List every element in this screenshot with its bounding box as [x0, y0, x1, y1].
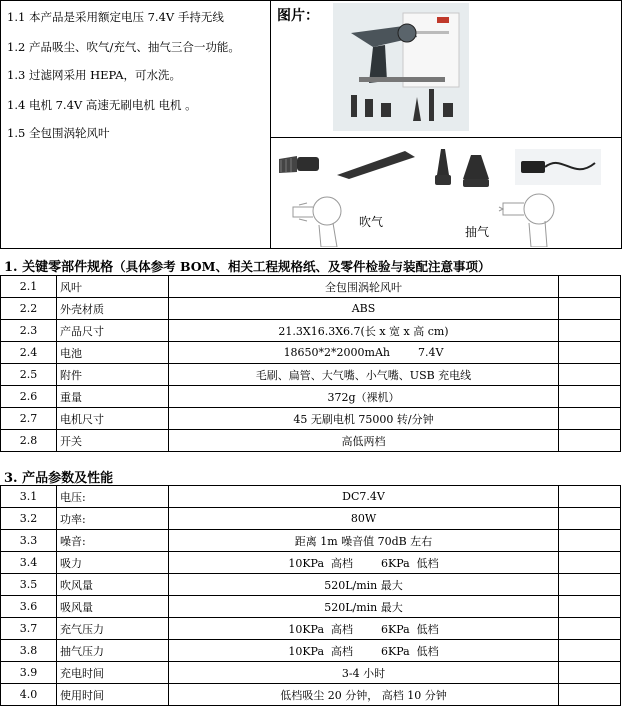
row-note — [559, 320, 621, 342]
table-row — [1, 552, 621, 574]
row-value: ABS — [169, 298, 559, 320]
table-row — [1, 618, 621, 640]
row-note — [559, 486, 621, 508]
row-name: 充气压力 — [57, 618, 169, 640]
row-number: 3.8 — [1, 640, 57, 662]
row-value: 520L/min 最大 — [169, 596, 559, 618]
feature-line: 1.2 产品吸尘、吹气/充气、抽气三合一功能。 — [7, 40, 240, 54]
table-row — [1, 508, 621, 530]
row-note — [559, 662, 621, 684]
row-number: 3.2 — [1, 508, 57, 530]
row-note — [559, 640, 621, 662]
row-number: 3.4 — [1, 552, 57, 574]
row-number: 2.2 — [1, 298, 57, 320]
row-name: 吹风量 — [57, 574, 169, 596]
picture-divider — [271, 137, 621, 138]
row-name: 产品尺寸 — [57, 320, 169, 342]
row-note — [559, 596, 621, 618]
table-row — [1, 364, 621, 386]
row-number: 3.5 — [1, 574, 57, 596]
row-name: 吸力 — [57, 552, 169, 574]
row-number: 2.7 — [1, 408, 57, 430]
picture-label: 图片： — [277, 8, 319, 24]
parameters-table — [0, 485, 621, 706]
blow-caption: 吹气 — [359, 215, 384, 229]
table-row — [1, 596, 621, 618]
row-number: 2.4 — [1, 342, 57, 364]
flat-nozzle-icon — [335, 147, 417, 181]
row-name: 附件 — [57, 364, 169, 386]
feature-line: 1.5 全包围涡轮风叶 — [7, 126, 110, 140]
blow-diagram-icon — [291, 195, 361, 247]
row-value: 21.3X16.3X6.7(长 x 宽 x 高 cm) — [169, 320, 559, 342]
table-row — [1, 530, 621, 552]
row-value: 18650*2*2000mAh 7.4V — [169, 342, 559, 364]
row-value: 372g（裸机） — [169, 386, 559, 408]
row-name: 使用时间 — [57, 684, 169, 706]
row-note — [559, 574, 621, 596]
table-row — [1, 486, 621, 508]
row-note — [559, 508, 621, 530]
row-note — [559, 342, 621, 364]
table-row — [1, 408, 621, 430]
row-value: 距离 1m 噪音值 70dB 左右 — [169, 530, 559, 552]
row-value: 10KPa 高档 6KPa 低档 — [169, 618, 559, 640]
row-name: 抽气压力 — [57, 640, 169, 662]
row-number: 3.9 — [1, 662, 57, 684]
table-row — [1, 298, 621, 320]
table-row — [1, 640, 621, 662]
air-nozzle-icon — [431, 145, 493, 191]
row-note — [559, 530, 621, 552]
row-value: 毛刷、扁管、大气嘴、小气嘴、USB 充电线 — [169, 364, 559, 386]
feature-line: 1.3 过滤网采用 HEPA，可水洗。 — [7, 68, 182, 82]
section1-title — [4, 256, 491, 275]
suck-caption: 抽气 — [465, 225, 490, 239]
usb-cable-icon — [515, 149, 601, 185]
feature-line: 1.1 本产品是采用额定电压 7.4V 手持无线 — [7, 10, 224, 24]
row-value: 520L/min 最大 — [169, 574, 559, 596]
row-name: 风叶 — [57, 276, 169, 298]
row-number: 3.7 — [1, 618, 57, 640]
row-name: 重量 — [57, 386, 169, 408]
row-number: 3.1 — [1, 486, 57, 508]
row-note — [559, 430, 621, 452]
row-value: 10KPa 高档 6KPa 低档 — [169, 640, 559, 662]
row-name: 电池 — [57, 342, 169, 364]
section1-subtitle: （具体参考 BOM、相关工程规格纸、及零件检验与装配注意事项） — [113, 259, 491, 274]
row-value: DC7.4V — [169, 486, 559, 508]
table-row — [1, 320, 621, 342]
picture-box — [270, 0, 622, 249]
row-name: 电机尺寸 — [57, 408, 169, 430]
row-number: 2.6 — [1, 386, 57, 408]
table-row — [1, 386, 621, 408]
row-number: 2.5 — [1, 364, 57, 386]
row-number: 3.3 — [1, 530, 57, 552]
section1-title-main: 1. 关键零部件规格 — [4, 260, 114, 275]
row-value: 低档吸尘 20 分钟， 高档 10 分钟 — [169, 684, 559, 706]
row-number: 3.6 — [1, 596, 57, 618]
row-value: 45 无刷电机 75000 转/分钟 — [169, 408, 559, 430]
row-name: 功率: — [57, 508, 169, 530]
row-name: 吸风量 — [57, 596, 169, 618]
row-note — [559, 684, 621, 706]
row-note — [559, 276, 621, 298]
section2-title: 3. 产品参数及性能 — [4, 471, 114, 486]
row-note — [559, 552, 621, 574]
row-value: 高低两档 — [169, 430, 559, 452]
row-name: 充电时间 — [57, 662, 169, 684]
brush-icon — [277, 151, 321, 179]
table-row — [1, 684, 621, 706]
row-name: 噪音: — [57, 530, 169, 552]
row-note — [559, 364, 621, 386]
row-name: 电压: — [57, 486, 169, 508]
key-parts-table — [0, 275, 621, 452]
row-number: 2.8 — [1, 430, 57, 452]
row-number: 2.1 — [1, 276, 57, 298]
row-number: 4.0 — [1, 684, 57, 706]
table-row — [1, 430, 621, 452]
table-row — [1, 342, 621, 364]
row-note — [559, 298, 621, 320]
product-photo — [333, 3, 469, 131]
table-row — [1, 662, 621, 684]
row-value: 10KPa 高档 6KPa 低档 — [169, 552, 559, 574]
table-row — [1, 276, 621, 298]
row-note — [559, 618, 621, 640]
row-value: 全包围涡轮风叶 — [169, 276, 559, 298]
features-box — [0, 0, 271, 249]
row-name: 开关 — [57, 430, 169, 452]
feature-line: 1.4 电机 7.4V 高速无刷电机 电机 。 — [7, 98, 197, 112]
row-value: 3-4 小时 — [169, 662, 559, 684]
row-note — [559, 386, 621, 408]
table-row — [1, 574, 621, 596]
row-number: 2.3 — [1, 320, 57, 342]
row-name: 外壳材质 — [57, 298, 169, 320]
row-note — [559, 408, 621, 430]
row-value: 80W — [169, 508, 559, 530]
suck-diagram-icon — [497, 191, 573, 247]
